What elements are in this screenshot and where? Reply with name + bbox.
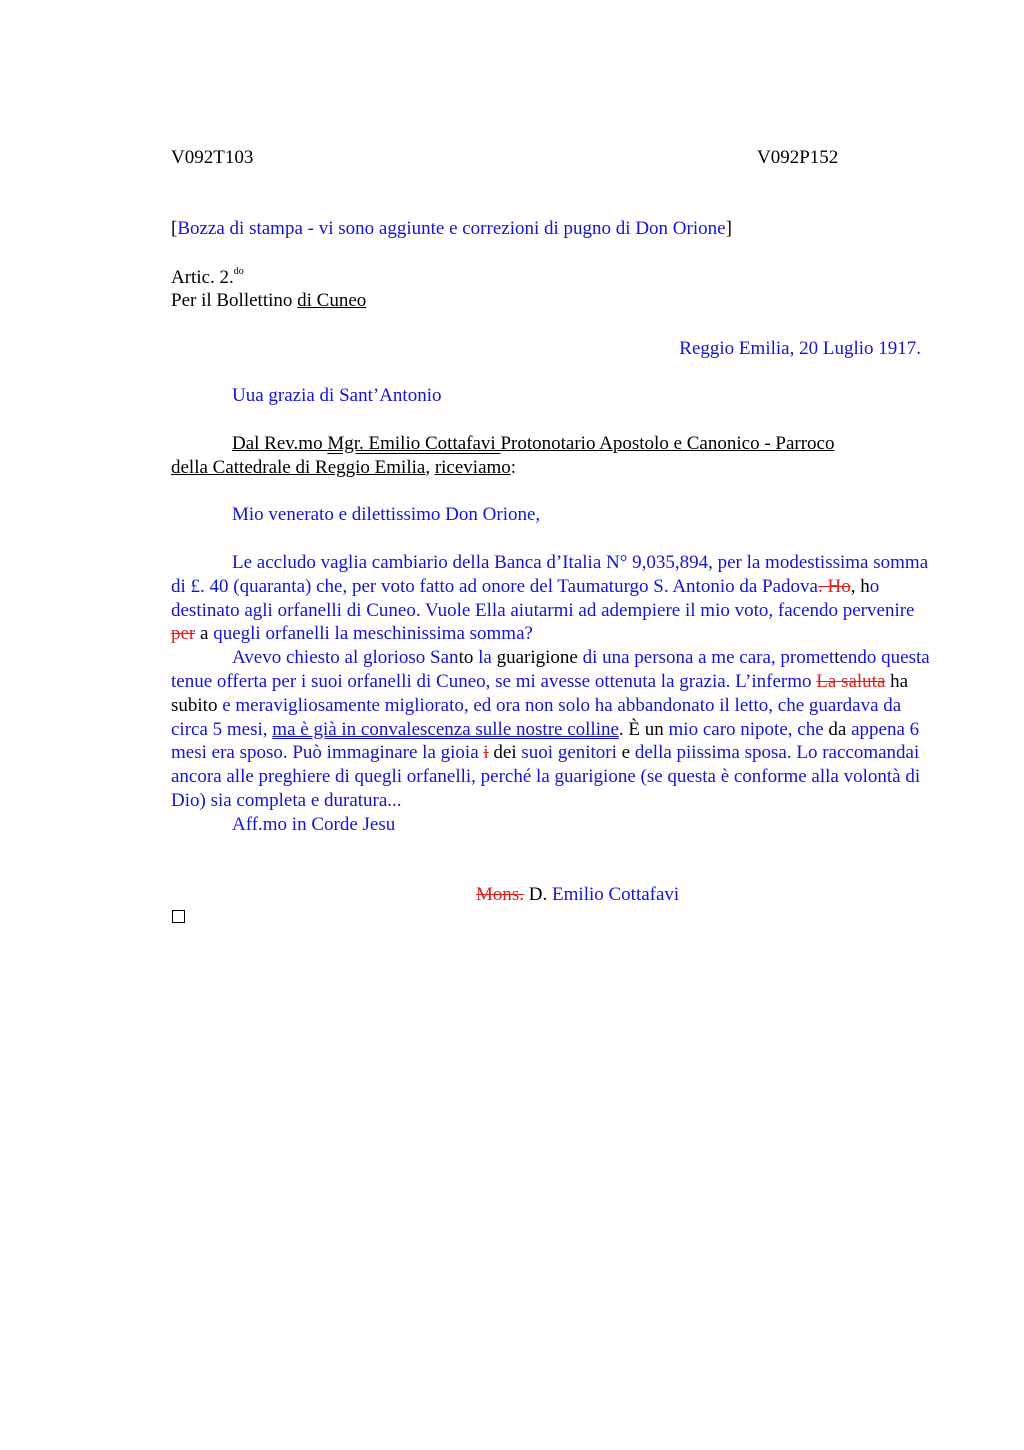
intro-comma: , — [425, 456, 435, 478]
p2-text-n: mio caro nipote, che — [663, 718, 829, 740]
letter-body — [171, 551, 931, 837]
letter-title: Uua grazia di Sant’Antonio — [232, 385, 442, 406]
signature — [476, 884, 679, 906]
p2-text-l: . È — [618, 718, 645, 740]
article-label-text: Artic. 2. — [171, 267, 234, 288]
p2-text-g: endo questa tenue offerta per i suoi orfanelli di Cuneo, se mi avesse ottenuta la grazia. L’infermo — [171, 647, 930, 692]
p2-text-s: suoi genitori — [521, 742, 617, 764]
intro-title: Protonotario Apostolo e Canonico - Parroco — [500, 433, 835, 454]
p2-insert-e: e — [616, 742, 635, 764]
note-open-bracket: [ — [171, 218, 178, 239]
p2-insert-guarigione: guarigione — [496, 647, 578, 669]
p2-insert-un: un — [644, 718, 664, 740]
p1-text-g: quegli orfanelli la meschinissima somma? — [213, 623, 533, 645]
p2-convalescenza: ma è già in convalescenza sulle nostre colline — [272, 718, 619, 740]
intro-cathedral: della Cattedrale di Reggio Emilia — [171, 456, 426, 478]
p2-text-u: della piissima sposa. Lo raccomandai ancora alle preghiere di quegli orfanelli, perché la guarigione (se questa è conforme alla volontà di Dio) sia completa e duratura... — [171, 742, 921, 811]
p2-insert-to: to — [458, 647, 474, 669]
intro-receive: riceviamo — [434, 456, 511, 478]
p2-insert-ha-subito: ha subito — [171, 670, 909, 716]
p1-insert-a: a — [195, 623, 214, 645]
p1-text-a: Le accludo vaglia cambiario della Banca d’Italia N° 9,035,894, per la modestissima somma di £. 40 (quaranta) che, per voto fatto ad onore del Taumaturgo S. Antonio da Padova — [171, 552, 929, 597]
bulletin-place: di Cuneo — [297, 290, 367, 311]
bulletin-prefix: Per il Bollettino — [171, 290, 298, 311]
article-label — [171, 266, 244, 289]
intro-name: Mgr. Emilio Cottafavi — [327, 433, 501, 454]
p2-insert-t: t — [834, 647, 840, 669]
p2-insert-dei: dei — [488, 742, 522, 764]
signature-prefix: D. — [524, 884, 553, 905]
p2-struck-la-saluta: La saluta — [816, 670, 886, 692]
salutation: Mio venerato e dilettissimo Don Orione, — [232, 504, 541, 525]
intro-paragraph — [171, 432, 931, 480]
header-right-code: V092P152 — [757, 147, 839, 168]
signature-struck-mons: Mons. — [476, 884, 525, 905]
dateline: Reggio Emilia, 20 Luglio 1917. — [679, 338, 921, 359]
p2-text-c: la — [473, 647, 497, 669]
p1-correction: , h — [850, 575, 870, 597]
p1-text-d: o destinato agli orfanelli di Cuneo. Vuole Ella aiutarmi ad adempiere il mio voto, facendo pervenire — [171, 575, 915, 621]
p2-text-j: e meravigliosamente migliorato, ed ora non solo ha abbandonato il letto, che guardava da circa 5 mesi, — [171, 694, 902, 740]
p1-struck-ho: . Ho — [817, 575, 851, 597]
note-close-bracket: ] — [725, 218, 732, 239]
p2-text-p: appena 6 mesi era sposo. Può immaginare la gioia — [171, 718, 920, 764]
bulletin-line — [171, 290, 366, 312]
p2-insert-da: da — [828, 718, 847, 740]
intro-from: Dal Rev.mo — [232, 433, 328, 454]
closing: Aff.mo in Corde Jesu — [232, 813, 396, 835]
signature-name: Emilio Cottafavi — [552, 884, 680, 905]
checkbox-square-icon — [172, 910, 185, 923]
intro-colon: : — [510, 456, 517, 478]
header-left-code: V092T103 — [171, 147, 254, 168]
p2-text-e: di una persona a me cara, promet — [577, 647, 835, 669]
p2-struck-i: i — [483, 742, 489, 764]
p2-text-a: Avevo chiesto al glorioso San — [232, 647, 459, 669]
p1-struck-per: per — [171, 623, 196, 645]
note-text: Bozza di stampa - vi sono aggiunte e correzioni di pugno di Don Orione — [177, 218, 726, 239]
article-label-sup: do — [233, 266, 244, 277]
editorial-note — [171, 218, 732, 240]
